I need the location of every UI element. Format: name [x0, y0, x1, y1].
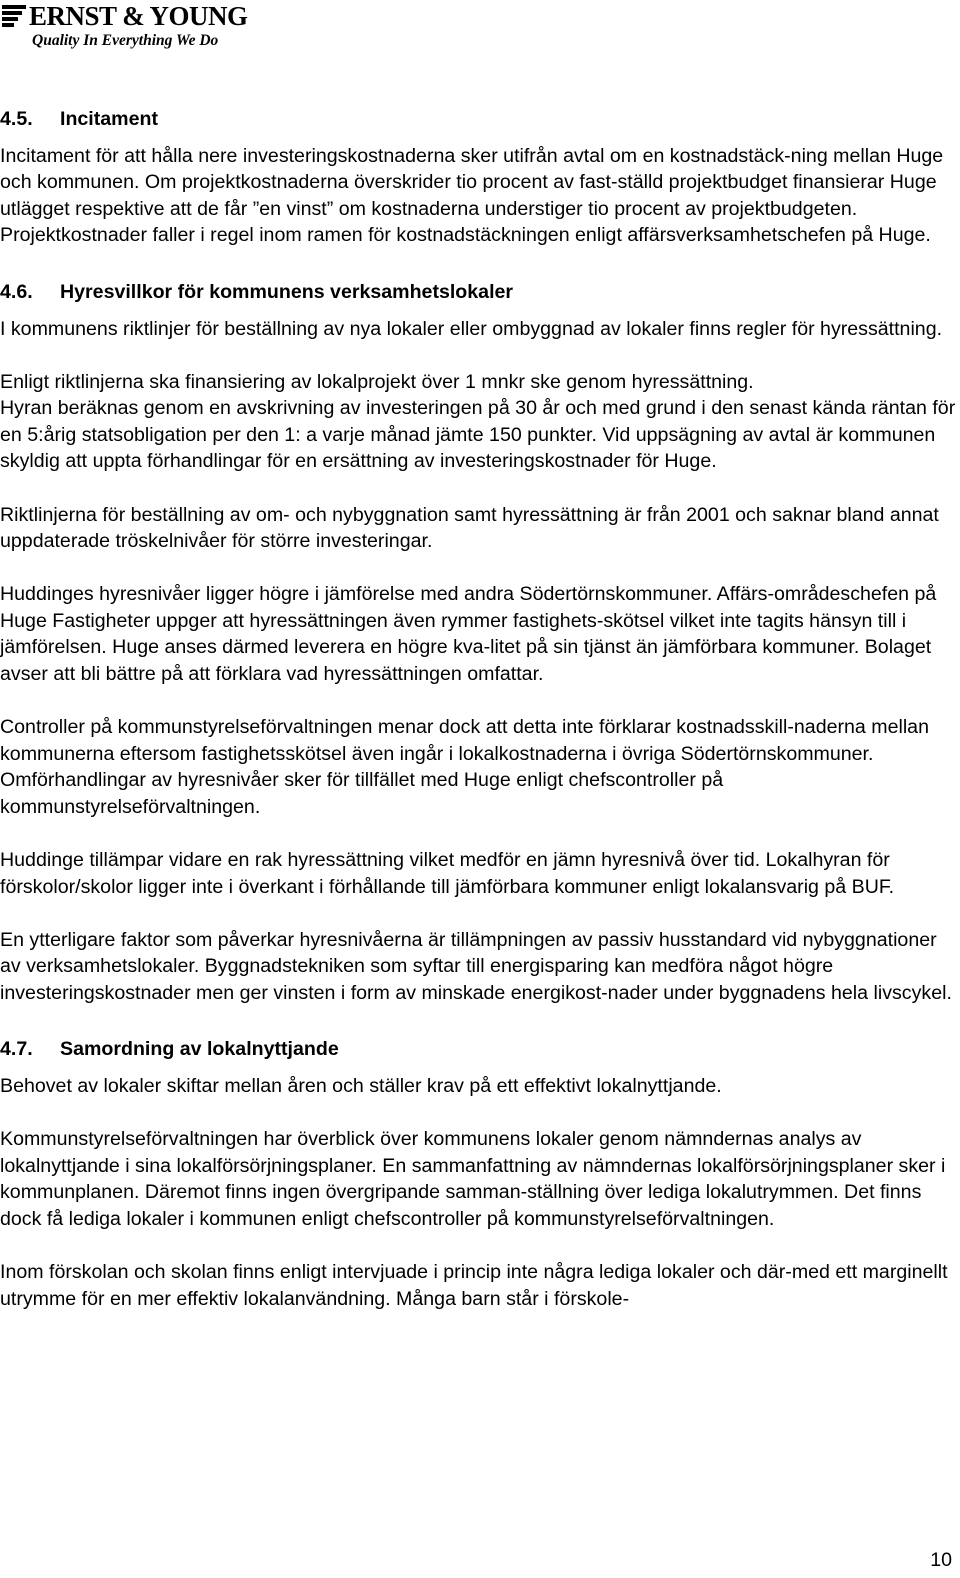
section-title: Incitament	[60, 108, 158, 130]
section-heading-4-5	[0, 106, 956, 133]
company-logo	[2, 2, 248, 50]
paragraph: Kommunstyrelseförvaltningen har överblick över kommunens lokaler genom nämndernas analys av lokalnyttjande i sina lokalförsörjningsplaner. En sammanfattning av nämndernas lokalförsörjningsplaner sker i kommunplanen. Däremot finns ingen övergripande samman-ställning över lediga lokalutrymmen. Det finns dock få lediga lokaler i kommunen enligt chefscontroller på kommunstyrelseförvaltningen.	[0, 1128, 946, 1230]
ey-logo-icon	[2, 5, 26, 27]
company-name: ERNST & YOUNG	[29, 1, 248, 31]
paragraph: Huddinges hyresnivåer ligger högre i jämförelse med andra Södertörnskommuner. Affärs-områdeschefen på Huge Fastigheter uppger att hyressättningen även rymmer fastighets-skötsel vilket inte tagits hänsyn till i jämförelsen. Huge anses därmed leverera en högre kva-litet på sin tjänst än jämförbara kommuner. Bolaget avser att bli bättre på att förklara vad hyressättningen omfattar.	[0, 583, 937, 685]
section-heading-4-6	[0, 279, 956, 306]
paragraph: Huddinge tillämpar vidare en rak hyressättning vilket medför en jämn hyresnivå över tid. Lokalhyran för förskolor/skolor ligger inte i överkant i förhållande till jämförbara kommuner enligt lokalansvarig på BUF.	[0, 848, 895, 898]
paragraph: Controller på kommunstyrelseförvaltningen menar dock att detta inte förklarar kostnadsskill-naderna mellan kommunerna eftersom fastighetsskötsel även ingår i lokalkostnaderna i övriga Södertörnskommuner. Omförhandlingar av hyresnivåer sker för tillfället med Huge enligt chefscontroller på kommunstyrelseförvaltningen.	[0, 716, 929, 818]
paragraph: I kommunens riktlinjer för beställning av nya lokaler eller ombyggnad av lokaler finns regler för hyressättning.	[0, 317, 943, 340]
company-tagline: Quality In Everything We Do	[32, 32, 219, 49]
paragraph: Behovet av lokaler skiftar mellan åren och ställer krav på ett effektivt lokalnyttjande.	[0, 1075, 722, 1098]
section-heading-4-7	[0, 1036, 956, 1063]
section-title: Hyresvillkor för kommunens verksamhetslokaler	[60, 280, 514, 303]
paragraph: Hyran beräknas genom en avskrivning av investeringen på 30 år och med grund i den senast kända räntan för en 5:årig statsobligation per den 1: a varje månad jämte 150 punkter. Vid uppsägning av avtal är kommunen skyldig att uppta förhandlingar för en ersättning av investeringskostnader för Huge.	[0, 397, 956, 473]
paragraph: Riktlinjerna för beställning av om- och nybyggnation samt hyressättning är från 2001 och saknar bland annat uppdaterade tröskelnivåer för större investeringar.	[0, 503, 939, 553]
page-number: 10	[930, 1549, 952, 1571]
section-number: 4.5.	[0, 108, 33, 130]
document-body	[0, 106, 956, 1339]
paragraph: Incitament för att hålla nere investeringskostnaderna sker utifrån avtal om en kostnadstäck-ning mellan Huge och kommunen. Om projektkostnaderna överskrider tio procent av fast-ställd projektbudget finansierar Huge utlägget respektive att de får ”en vinst” om kostnaderna understiger tio procent av projektbudgeten. Projektkostnader faller i regel inom ramen för kostnadstäckningen enligt affärsverksamhetschefen på Huge.	[0, 144, 944, 247]
section-number: 4.6.	[0, 280, 33, 303]
paragraph: Inom förskolan och skolan finns enligt intervjuade i princip inte några lediga lokaler och där-med ett marginellt utrymme för en mer effektiv lokalanvändning. Många barn står i förskole-	[0, 1261, 948, 1310]
paragraph: Enligt riktlinjerna ska finansiering av lokalprojekt över 1 mnkr ske genom hyressättning.	[0, 370, 754, 393]
paragraph: En ytterligare faktor som påverkar hyresnivåerna är tillämpningen av passiv husstandard vid nybyggnationer av verksamhetslokaler. Byggnadstekniken som syftar till energisparing kan medföra något högre investeringskostnader men ger vinsten i form av minskade energikost-nader under byggnadens hela livscykel.	[0, 928, 952, 1004]
section-title: Samordning av lokalnyttjande	[60, 1038, 339, 1061]
section-number: 4.7.	[0, 1038, 33, 1061]
